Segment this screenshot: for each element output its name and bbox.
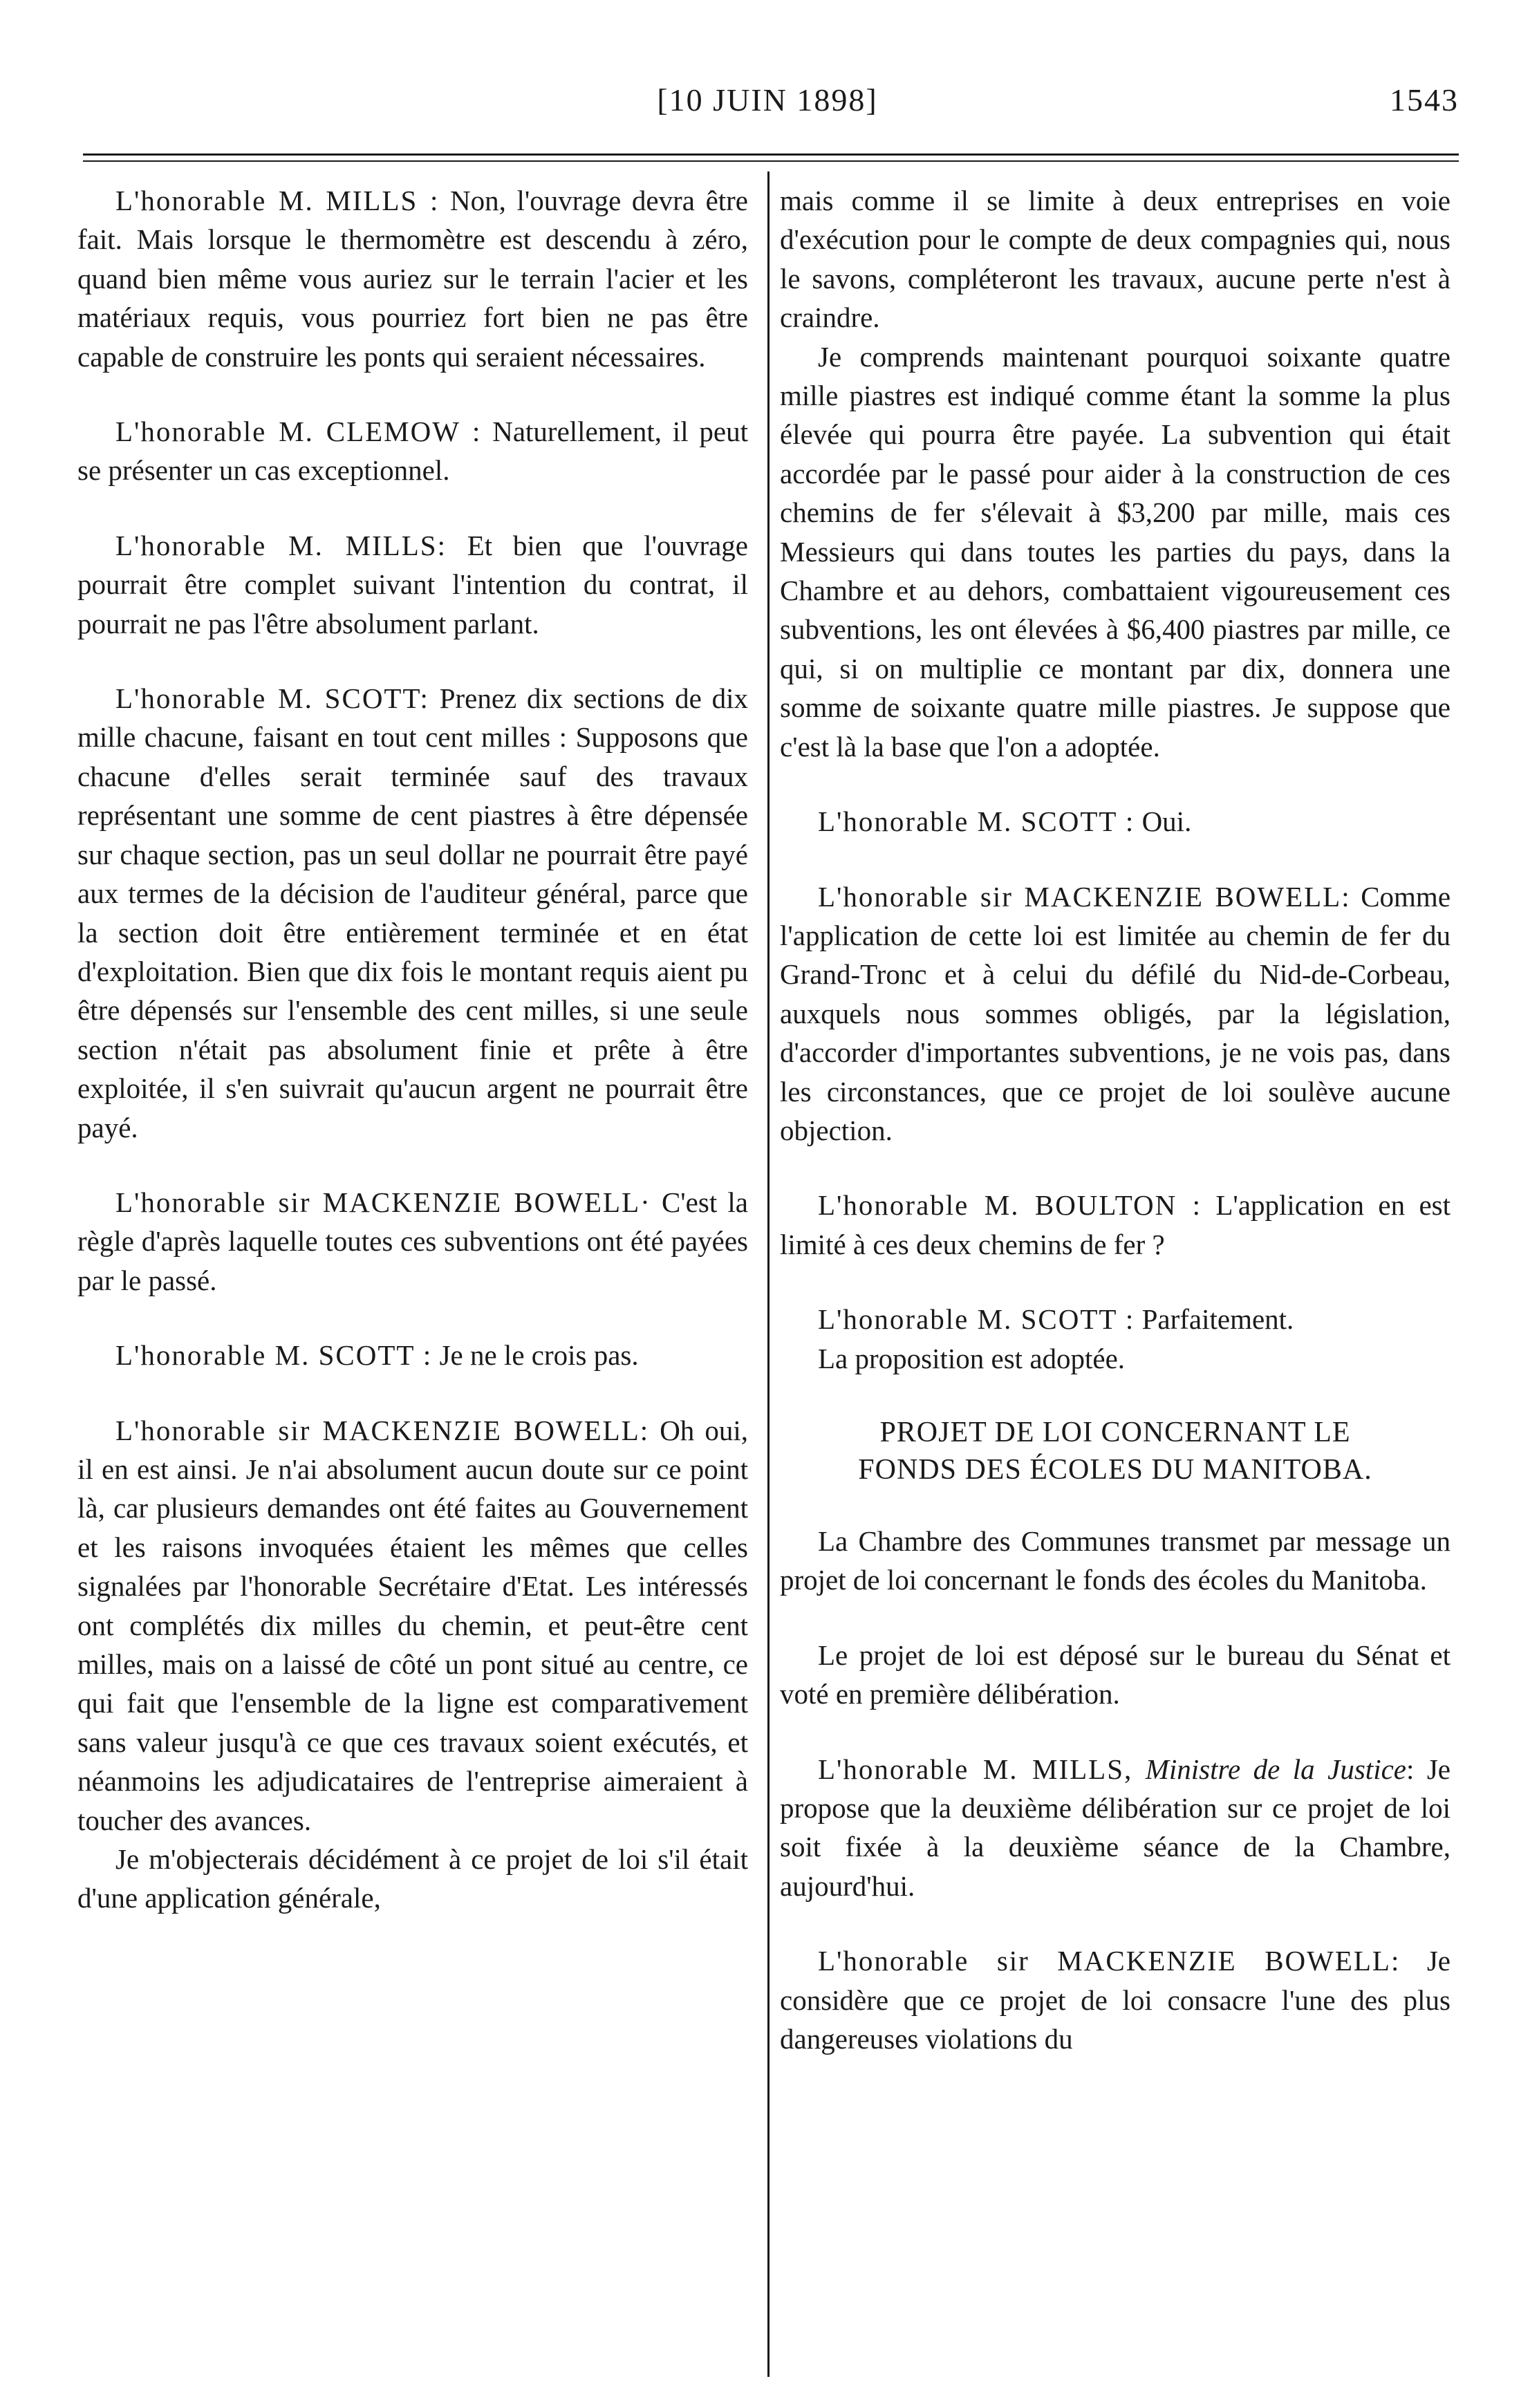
speech-text: Naturellement, il peut se présenter un cas exceptionnel. xyxy=(77,416,748,487)
speech-text: L'application en est limité à ces deux chemins de fer ? xyxy=(780,1189,1451,1260)
speech-scott-1 xyxy=(77,679,748,1147)
speaker: L'honorable sir MACKENZIE BOWELL: xyxy=(115,1414,650,1446)
speaker: L'honorable M. MILLS: xyxy=(115,529,447,561)
speech-text: Non, l'ouvrage devra être fait. Mais lorsque le thermomètre est descendu à zéro, quand bien même vous auriez sur le terrain l'acier et les matériaux requis, vous pourriez fort bien ne pas être capable de construire les ponts qui seraient nécessaires. xyxy=(77,185,749,373)
heading-line-1: PROJET DE LOI CONCERNANT LE xyxy=(879,1416,1351,1448)
speech-text: C'est la règle d'après laquelle toutes ces subventions ont été payées par le passé. xyxy=(77,1186,748,1296)
speech-text: Et bien que l'ouvrage pourrait être complet suivant l'intention du contrat, il pourrait ne pas l'être absolument parlant. xyxy=(77,529,749,640)
speaker: L'honorable M. MILLS, xyxy=(818,1753,1133,1785)
speaker: L'honorable sir MACKENZIE BOWELL: xyxy=(818,880,1351,913)
speech-text: Prenez dix sections de dix mille chacune, faisant en tout cent milles : Supposons que chacune d'elles serait terminée sauf des travaux représentant une somme de cent piastres à être dépensée sur chaque section, pas un seul dollar ne pourrait être payé aux termes de la décision de l'auditeur général, parce que la section doit être entièrement terminée et en état d'exploitation. Bien que dix fois le montant requis aient pu être dépensés sur l'ensemble des cent milles, si une seule section n'était pas absolument finie et prête à être exploitée, il s'en suivrait qu'aucun argent ne pourrait être payé. xyxy=(77,682,749,1144)
speaker: L'honorable M. MILLS : xyxy=(115,185,440,216)
speech-text: Je m'objecterais décidément à ce projet de loi s'il était d'une application générale, xyxy=(77,1843,748,1914)
speech-mills-2 xyxy=(77,526,748,643)
speaker: L'honorable sir MACKENZIE BOWELL· xyxy=(115,1186,651,1218)
speech-scott-2 xyxy=(77,1336,748,1374)
header-date: [10 JUIN 1898] xyxy=(657,82,878,118)
speech-text: Je considère que ce projet de loi consacre l'une des plus dangereuses violations du xyxy=(780,1945,1451,2055)
speaker: L'honorable M. SCOTT: xyxy=(115,682,429,715)
speech-mills-1 xyxy=(77,181,748,376)
heading-line-2: FONDS DES ÉCOLES DU MANITOBA. xyxy=(858,1453,1372,1486)
speech-text: Oh oui, il en est ainsi. Je n'ai absolument aucun doute sur ce point là, car plusieurs demandes ont été faites au Gouvernement et les raisons invoquées étaient les mêmes que celles signalées par l'honorable Secrétaire d'Etat. Les intéressés ont complétés dix milles du chemin, et peut-être cent milles, mais on a laissé de côté un pont situé au centre, ce qui fait que l'ensemble de la ligne est comparativement sans valeur jusqu'à ce que ces travaux soient exécutés, et néanmoins les adjudicataires de l'entreprise aimeraient à toucher des avances. xyxy=(77,1414,749,1836)
speech-bowell-4 xyxy=(780,1941,1451,2058)
speech-bowell-2 xyxy=(77,1411,748,1840)
section-heading xyxy=(780,1414,1451,1488)
right-column xyxy=(780,181,1451,2058)
column-divider xyxy=(767,171,770,2377)
speaker: L'honorable M. SCOTT : xyxy=(115,1339,433,1372)
speaker: L'honorable M. CLEMOW : xyxy=(115,416,482,448)
speech-bowell-2-continued xyxy=(77,1840,748,1918)
speech-scott-3 xyxy=(780,802,1451,841)
paragraph-message: La Chambre des Communes transmet par message un projet de loi concernant le fonds des écoles du Manitoba. xyxy=(780,1524,1451,1596)
continuation-paragraph: mais comme il se limite à deux entreprises en voie d'exécution pour le compte de deux compagnies qui, nous le savons, compléteront les travaux, aucune perte n'est à craindre. xyxy=(780,185,1451,334)
speech-mills-3 xyxy=(780,1750,1451,1906)
paragraph-depose: Le projet de loi est déposé sur le bureau du Sénat et voté en première délibération. xyxy=(780,1639,1451,1710)
speaker: L'honorable M. SCOTT : xyxy=(818,1303,1135,1336)
left-column xyxy=(77,181,748,1918)
speech-text: Je ne le crois pas. xyxy=(439,1339,639,1372)
speech-text: : Je propose que la deuxième délibération sur ce projet de loi soit fixée à la deuxième séance de la Chambre, aujourd'hui. xyxy=(780,1753,1451,1902)
speech-scott-4 xyxy=(780,1300,1451,1338)
header-rule-bottom xyxy=(83,160,1459,162)
speaker: L'honorable M. BOULTON : xyxy=(818,1189,1202,1222)
header-rule-top xyxy=(83,153,1459,156)
speech-clemow xyxy=(77,412,748,490)
speaker: L'honorable sir MACKENZIE BOWELL: xyxy=(818,1945,1401,1977)
paragraph-subventions: Je comprends maintenant pourquoi soixante quatre mille piastres est indiqué comme étant la somme la plus élevée qui pourra être payée. La subvention qui était accordée par le passé pour aider à la construction de ces chemins de fer s'élevait à $3,200 par mille, mais ces Messieurs qui dans toutes les parties du pays, dans la Chambre et au dehors, combattaient vigoureusement ces subventions, les ont élevées à $6,400 piastres par mille, ce qui, si on multiplie ce montant par dix, donnera une somme de soixante quatre mille piastres. Je suppose que c'est là la base que l'on a adoptée. xyxy=(780,340,1451,763)
speech-bowell-3 xyxy=(780,877,1451,1150)
page-number: 1543 xyxy=(1390,82,1459,118)
speaker: L'honorable M. SCOTT : xyxy=(818,805,1135,838)
speaker-title: Ministre de la Justice xyxy=(1145,1753,1406,1785)
page-header xyxy=(76,82,1459,137)
motion-adopted: La proposition est adoptée. xyxy=(818,1342,1126,1374)
speech-text: Oui. xyxy=(1141,805,1192,838)
speech-bowell-1 xyxy=(77,1183,748,1300)
speech-boulton xyxy=(780,1186,1451,1264)
speech-text: Parfaitement. xyxy=(1141,1303,1294,1336)
speech-text: Comme l'application de cette loi est limitée au chemin de fer du Grand-Tronc et à celui du défilé du Nid-de-Corbeau, auxquels nous sommes obligés, par la législation, d'accorder d'importantes subventions, je ne vois pas, dans les circonstances, que ce projet de loi soulève aucune objection. xyxy=(780,880,1451,1146)
